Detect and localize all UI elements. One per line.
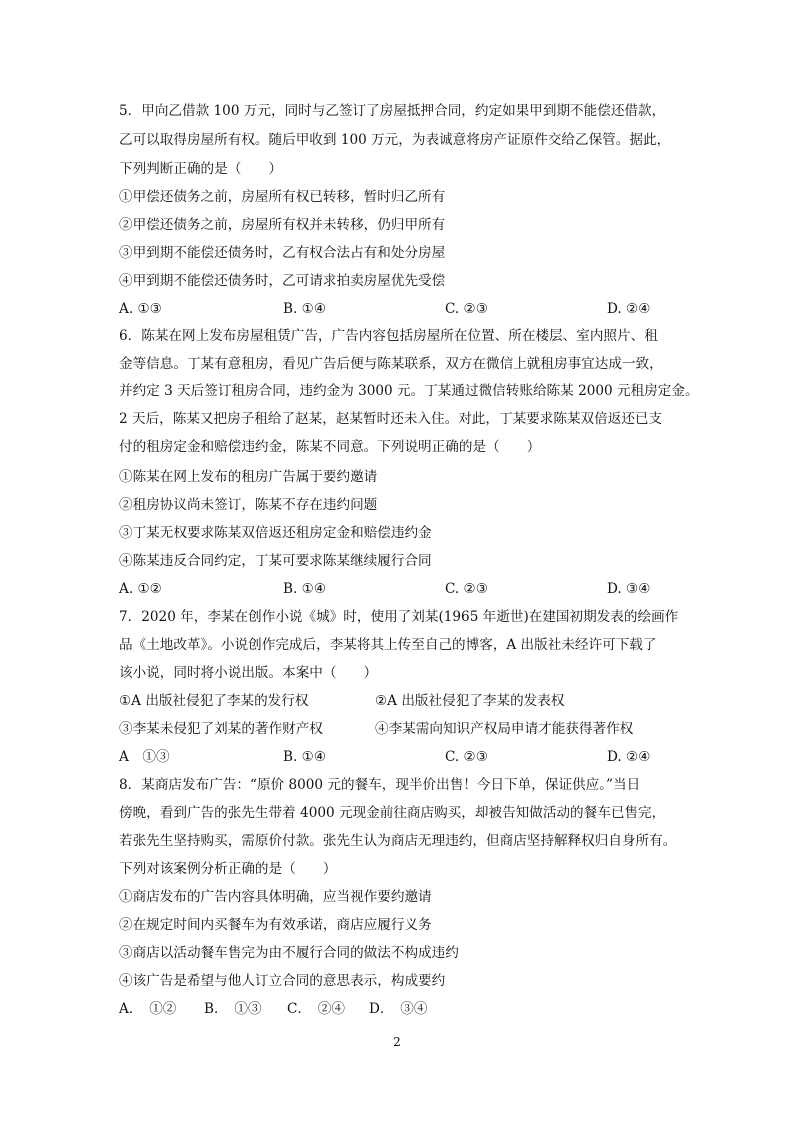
q5-option-a: A. ①③	[119, 301, 162, 317]
q7-statement: ②A 出版社侵犯了李某的发表权	[375, 693, 565, 709]
q6-statement: ③丁某无权要求陈某双倍返还租房定金和赔偿违约金	[119, 525, 432, 541]
q5-option-b: B. ①④	[283, 301, 327, 317]
q5-option-c: C. ②③	[445, 301, 488, 317]
q6-stem-line: 付的租房定金和赔偿违约金，陈某不同意。下列说明正确的是（ ）	[119, 439, 541, 455]
q6-stem-line: 金等信息。丁某有意租房，看见广告后便与陈某联系，双方在微信上就租房事宜达成一致，	[119, 356, 663, 372]
q8-stem-line: 傍晚，看到广告的张先生带着 4000 元现金前往商店购买，却被告知做活动的餐车已售完，	[119, 805, 666, 821]
q6-statement: ①陈某在网上发布的租房广告属于要约邀请	[119, 469, 378, 485]
q7-option-b: B. ①④	[283, 749, 327, 765]
q6-stem-line: 6．陈某在网上发布房屋租赁广告，广告内容包括房屋所在位置、所在楼层、室内照片、租	[119, 328, 658, 344]
q5-stem-line: 乙可以取得房屋所有权。随后甲收到 100 万元，为表诚意将房产证原件交给乙保管。据此，	[119, 132, 671, 148]
q5-stem-line: 5．甲向乙借款 100 万元，同时与乙签订了房屋抵押合同，约定如果甲到期不能偿还借款，	[119, 103, 666, 119]
q5-statement: ④甲到期不能偿还债务时，乙可请求拍卖房屋优先受偿	[119, 273, 446, 289]
q5-stem-line: 下列判断正确的是（ ）	[119, 161, 283, 177]
q7-stem-line: 该小说，同时将小说出版。本案中（ ）	[119, 665, 378, 681]
q6-stem-line: 2 天后，陈某又把房子租给了赵某，赵某暂时还未入住。对此，丁某要求陈某双倍返还已支	[119, 411, 663, 427]
q7-statement: ③李某未侵犯了刘某的著作财产权	[119, 721, 323, 737]
q6-statement: ④陈某违反合同约定，丁某可要求陈某继续履行合同	[119, 553, 432, 569]
q8-statement: ④该广告是希望与他人订立合同的意思表示，构成要约	[119, 973, 446, 989]
q8-option-b: B． ①③	[204, 1001, 262, 1017]
q5-statement: ③甲到期不能偿还债务时，乙有权合法占有和处分房屋	[119, 245, 446, 261]
q5-statement: ①甲偿还债务之前，房屋所有权已转移，暂时归乙所有	[119, 189, 446, 205]
q7-option-a: A ①③	[119, 749, 170, 765]
q8-statement: ③商店以活动餐车售完为由不履行合同的做法不构成违约	[119, 945, 459, 961]
q7-statement: ④李某需向知识产权局申请才能获得著作权	[375, 721, 634, 737]
q8-option-c: C． ②④	[287, 1001, 345, 1017]
q7-statement: ①A 出版社侵犯了李某的发行权	[119, 693, 309, 709]
q6-option-a: A. ①②	[119, 581, 162, 597]
q5-option-d: D. ②④	[607, 301, 651, 317]
q8-statement: ②在规定时间内买餐车为有效承诺，商店应履行义务	[119, 917, 432, 933]
q8-option-a: A． ①②	[119, 1001, 177, 1017]
q6-statement: ②租房协议尚未签订，陈某不存在违约问题	[119, 497, 378, 513]
q6-stem-line: 并约定 3 天后签订租房合同，违约金为 3000 元。丁某通过微信转账给陈某 2000 元租房定金。	[119, 383, 699, 399]
q6-option-c: C. ②③	[445, 581, 488, 597]
q7-option-d: D. ②④	[607, 749, 651, 765]
q7-stem-line: 品《土地改革》。小说创作完成后，李某将其上传至自己的博客，A 出版社未经许可下载了	[119, 637, 657, 653]
page-number: 2	[393, 1035, 401, 1049]
q8-option-d: D． ③④	[369, 1001, 428, 1017]
q5-statement: ②甲偿还债务之前，房屋所有权并未转移，仍归甲所有	[119, 217, 446, 233]
q7-option-c: C. ②③	[445, 749, 488, 765]
q8-stem-line: 8．某商店发布广告：“原价 8000 元的餐车，现半价出售！今日下单，保证供应。”当日	[119, 777, 641, 793]
q8-stem-line: 下列对该案例分析正确的是（ ）	[119, 861, 337, 877]
q7-stem-line: 7．2020 年，李某在创作小说《城》时，使用了刘某(1965 年逝世)在建国初期发表的绘画作	[119, 609, 679, 625]
q8-statement: ①商店发布的广告内容具体明确，应当视作要约邀请	[119, 889, 432, 905]
q6-option-b: B. ①④	[283, 581, 327, 597]
q8-stem-line: 若张先生坚持购买，需原价付款。张先生认为商店无理违约，但商店坚持解释权归自身所有。	[119, 833, 677, 849]
q6-option-d: D. ③④	[607, 581, 651, 597]
